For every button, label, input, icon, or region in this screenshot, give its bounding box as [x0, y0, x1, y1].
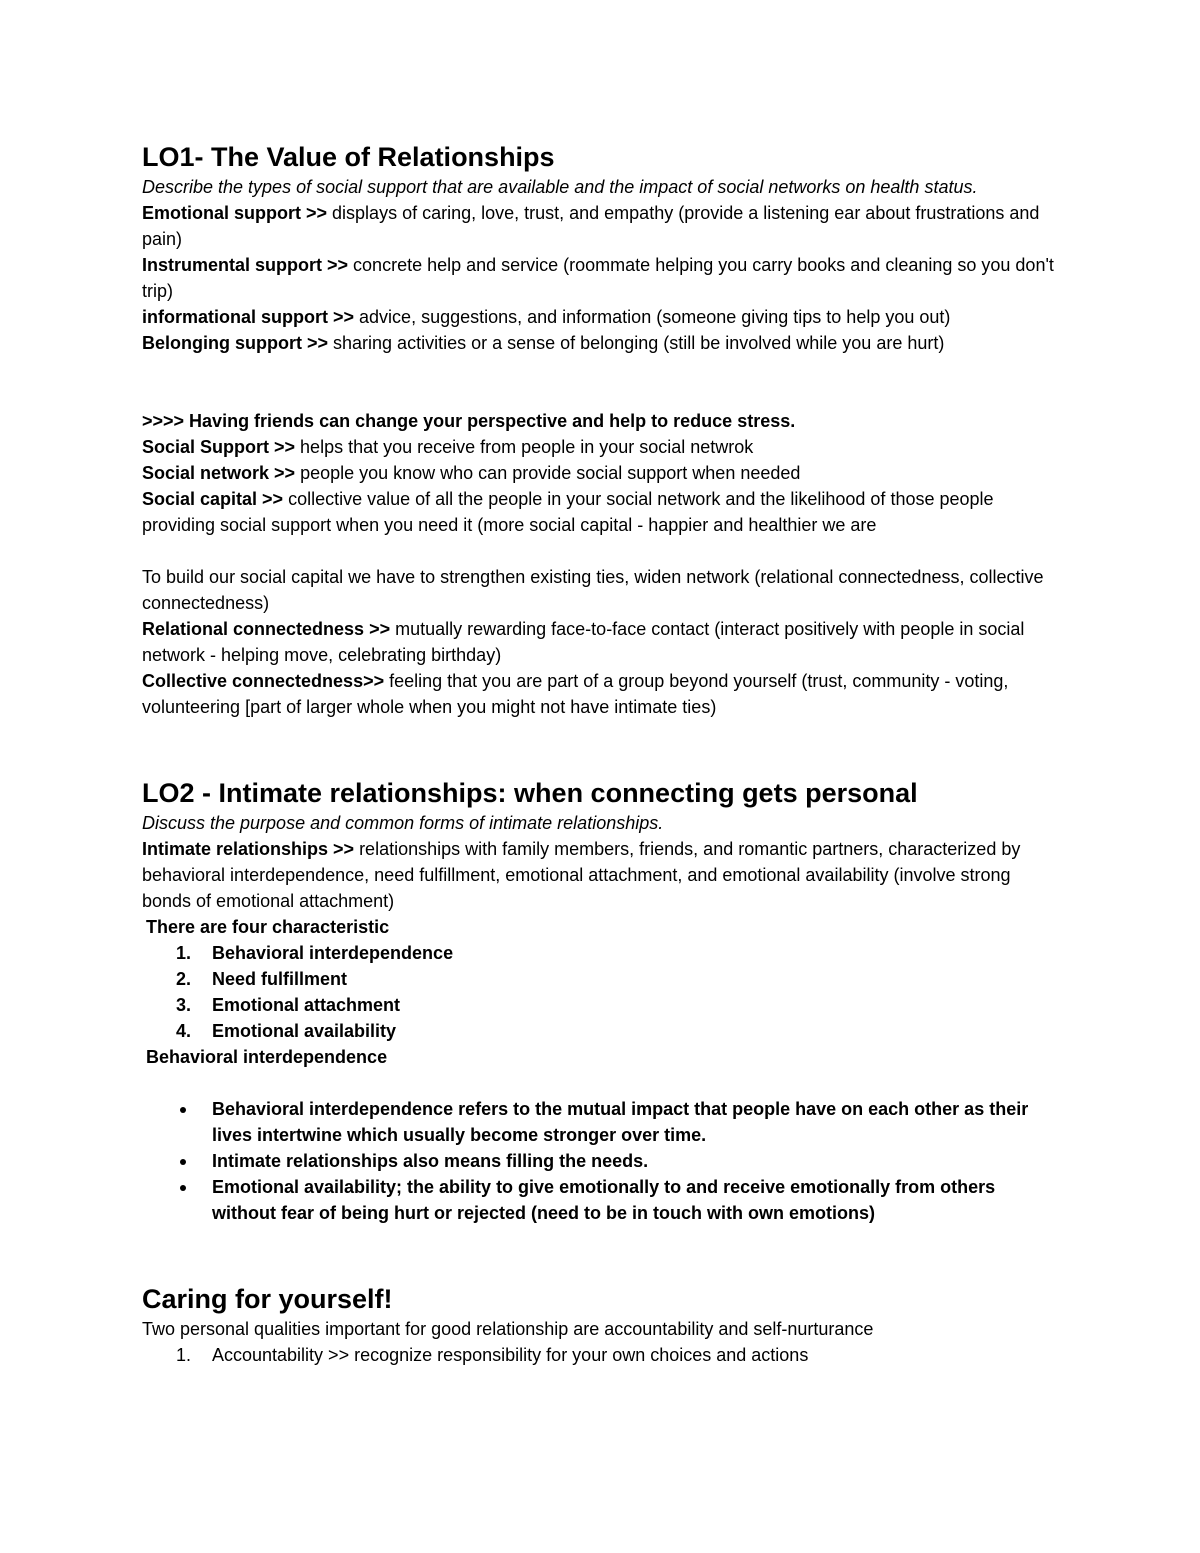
lo2-subtitle: Discuss the purpose and common forms of intimate relationships.: [142, 813, 664, 833]
list-number: 4.: [176, 1021, 192, 1041]
lo2-title: LO2 - Intimate relationships: when connecting gets personal: [142, 778, 918, 808]
behavioral-heading: Behavioral interdependence: [146, 1047, 388, 1067]
caring-list: [142, 1342, 1062, 1368]
list-number: 3.: [176, 995, 192, 1015]
support-text: displays of caring, love, trust, and empathy (provide a listening ear about frustrations and pain): [142, 203, 1040, 249]
bullet-item: [142, 1174, 1062, 1226]
definition-term: Intimate relationships >>: [142, 839, 355, 859]
social-text: helps that you receive from people in your social netwrok: [295, 437, 754, 457]
build-paragraph: To build our social capital we have to strengthen existing ties, widen network (relational connectedness, collective connectedness): [142, 567, 1044, 613]
document-page: [142, 140, 1062, 1368]
support-text: advice, suggestions, and information (someone giving tips to help you out): [354, 307, 951, 327]
social-text: collective value of all the people in your social network and the likelihood of those people providing social support when you need it (more social capital - happier and healthier we are: [142, 489, 994, 535]
list-number: 1.: [176, 943, 192, 963]
list-item-text: Accountability >> recognize responsibility for your own choices and actions: [212, 1345, 809, 1365]
support-term: Emotional support >>: [142, 203, 328, 223]
bullet-text: Intimate relationships also means filling the needs.: [212, 1151, 649, 1171]
bullet-item: [142, 1096, 1062, 1148]
list-item: [142, 992, 1062, 1018]
connected-text: feeling that you are part of a group beyond yourself (trust, community - voting, volunteering [part of larger whole when you might not have intimate ties): [142, 671, 1009, 717]
characteristics-list: [142, 940, 1062, 1044]
connected-item: [142, 616, 1062, 668]
social-term: Social network >>: [142, 463, 296, 483]
lo1-title: LO1- The Value of Relationships: [142, 142, 555, 172]
list-number: 1.: [176, 1345, 192, 1365]
support-item: [142, 304, 1062, 330]
bullet-text: Emotional availability; the ability to give emotionally to and receive emotionally from others without fear of being hurt or rejected (need to be in touch with own emotions): [212, 1177, 996, 1223]
caring-title: Caring for yourself!: [142, 1284, 393, 1314]
bullet-icon: [180, 1107, 186, 1113]
support-term: Instrumental support >>: [142, 255, 349, 275]
list-number: 2.: [176, 969, 192, 989]
list-item: [142, 966, 1062, 992]
highlight-line: >>>> Having friends can change your perspective and help to reduce stress.: [142, 411, 796, 431]
support-item: [142, 252, 1062, 304]
social-item: [142, 434, 1062, 460]
support-item: [142, 200, 1062, 252]
list-item: [142, 1018, 1062, 1044]
social-item: [142, 460, 1062, 486]
bullet-list: [142, 1096, 1062, 1226]
four-characteristics-heading: There are four characteristic: [146, 917, 390, 937]
bullet-icon: [180, 1185, 186, 1191]
list-item-text: Emotional attachment: [212, 995, 401, 1015]
connected-term: Relational connectedness >>: [142, 619, 391, 639]
support-item: [142, 330, 1062, 356]
intimate-definition: [142, 836, 1062, 914]
support-text: concrete help and service (roommate helping you carry books and cleaning so you don't trip): [142, 255, 1054, 301]
list-item-text: Need fulfillment: [212, 969, 348, 989]
connected-text: mutually rewarding face-to-face contact (interact positively with people in social network - helping move, celebrating birthday): [142, 619, 1025, 665]
support-term: Belonging support >>: [142, 333, 329, 353]
social-item: [142, 486, 1062, 538]
support-term: informational support >>: [142, 307, 355, 327]
connected-term: Collective connectedness>>: [142, 671, 385, 691]
social-text: people you know who can provide social support when needed: [295, 463, 801, 483]
bullet-item: [142, 1148, 1062, 1174]
social-term: Social capital >>: [142, 489, 284, 509]
definition-text: relationships with family members, friends, and romantic partners, characterized by behavioral interdependence, need fulfillment, emotional attachment, and emotional availability (involve strong bonds of emotional attachment): [142, 839, 1021, 911]
lo1-subtitle: Describe the types of social support that are available and the impact of social networks on health status.: [142, 177, 978, 197]
bullet-text: Behavioral interdependence refers to the mutual impact that people have on each other as their lives intertwine which usually become stronger over time.: [212, 1099, 1029, 1145]
list-item: [142, 940, 1062, 966]
list-item: [142, 1342, 1062, 1368]
caring-intro: Two personal qualities important for good relationship are accountability and self-nurturance: [142, 1319, 874, 1339]
support-text: sharing activities or a sense of belonging (still be involved while you are hurt): [328, 333, 945, 353]
social-term: Social Support >>: [142, 437, 296, 457]
bullet-icon: [180, 1159, 186, 1165]
list-item-text: Emotional availability: [212, 1021, 397, 1041]
list-item-text: Behavioral interdependence: [212, 943, 454, 963]
connected-item: [142, 668, 1062, 720]
